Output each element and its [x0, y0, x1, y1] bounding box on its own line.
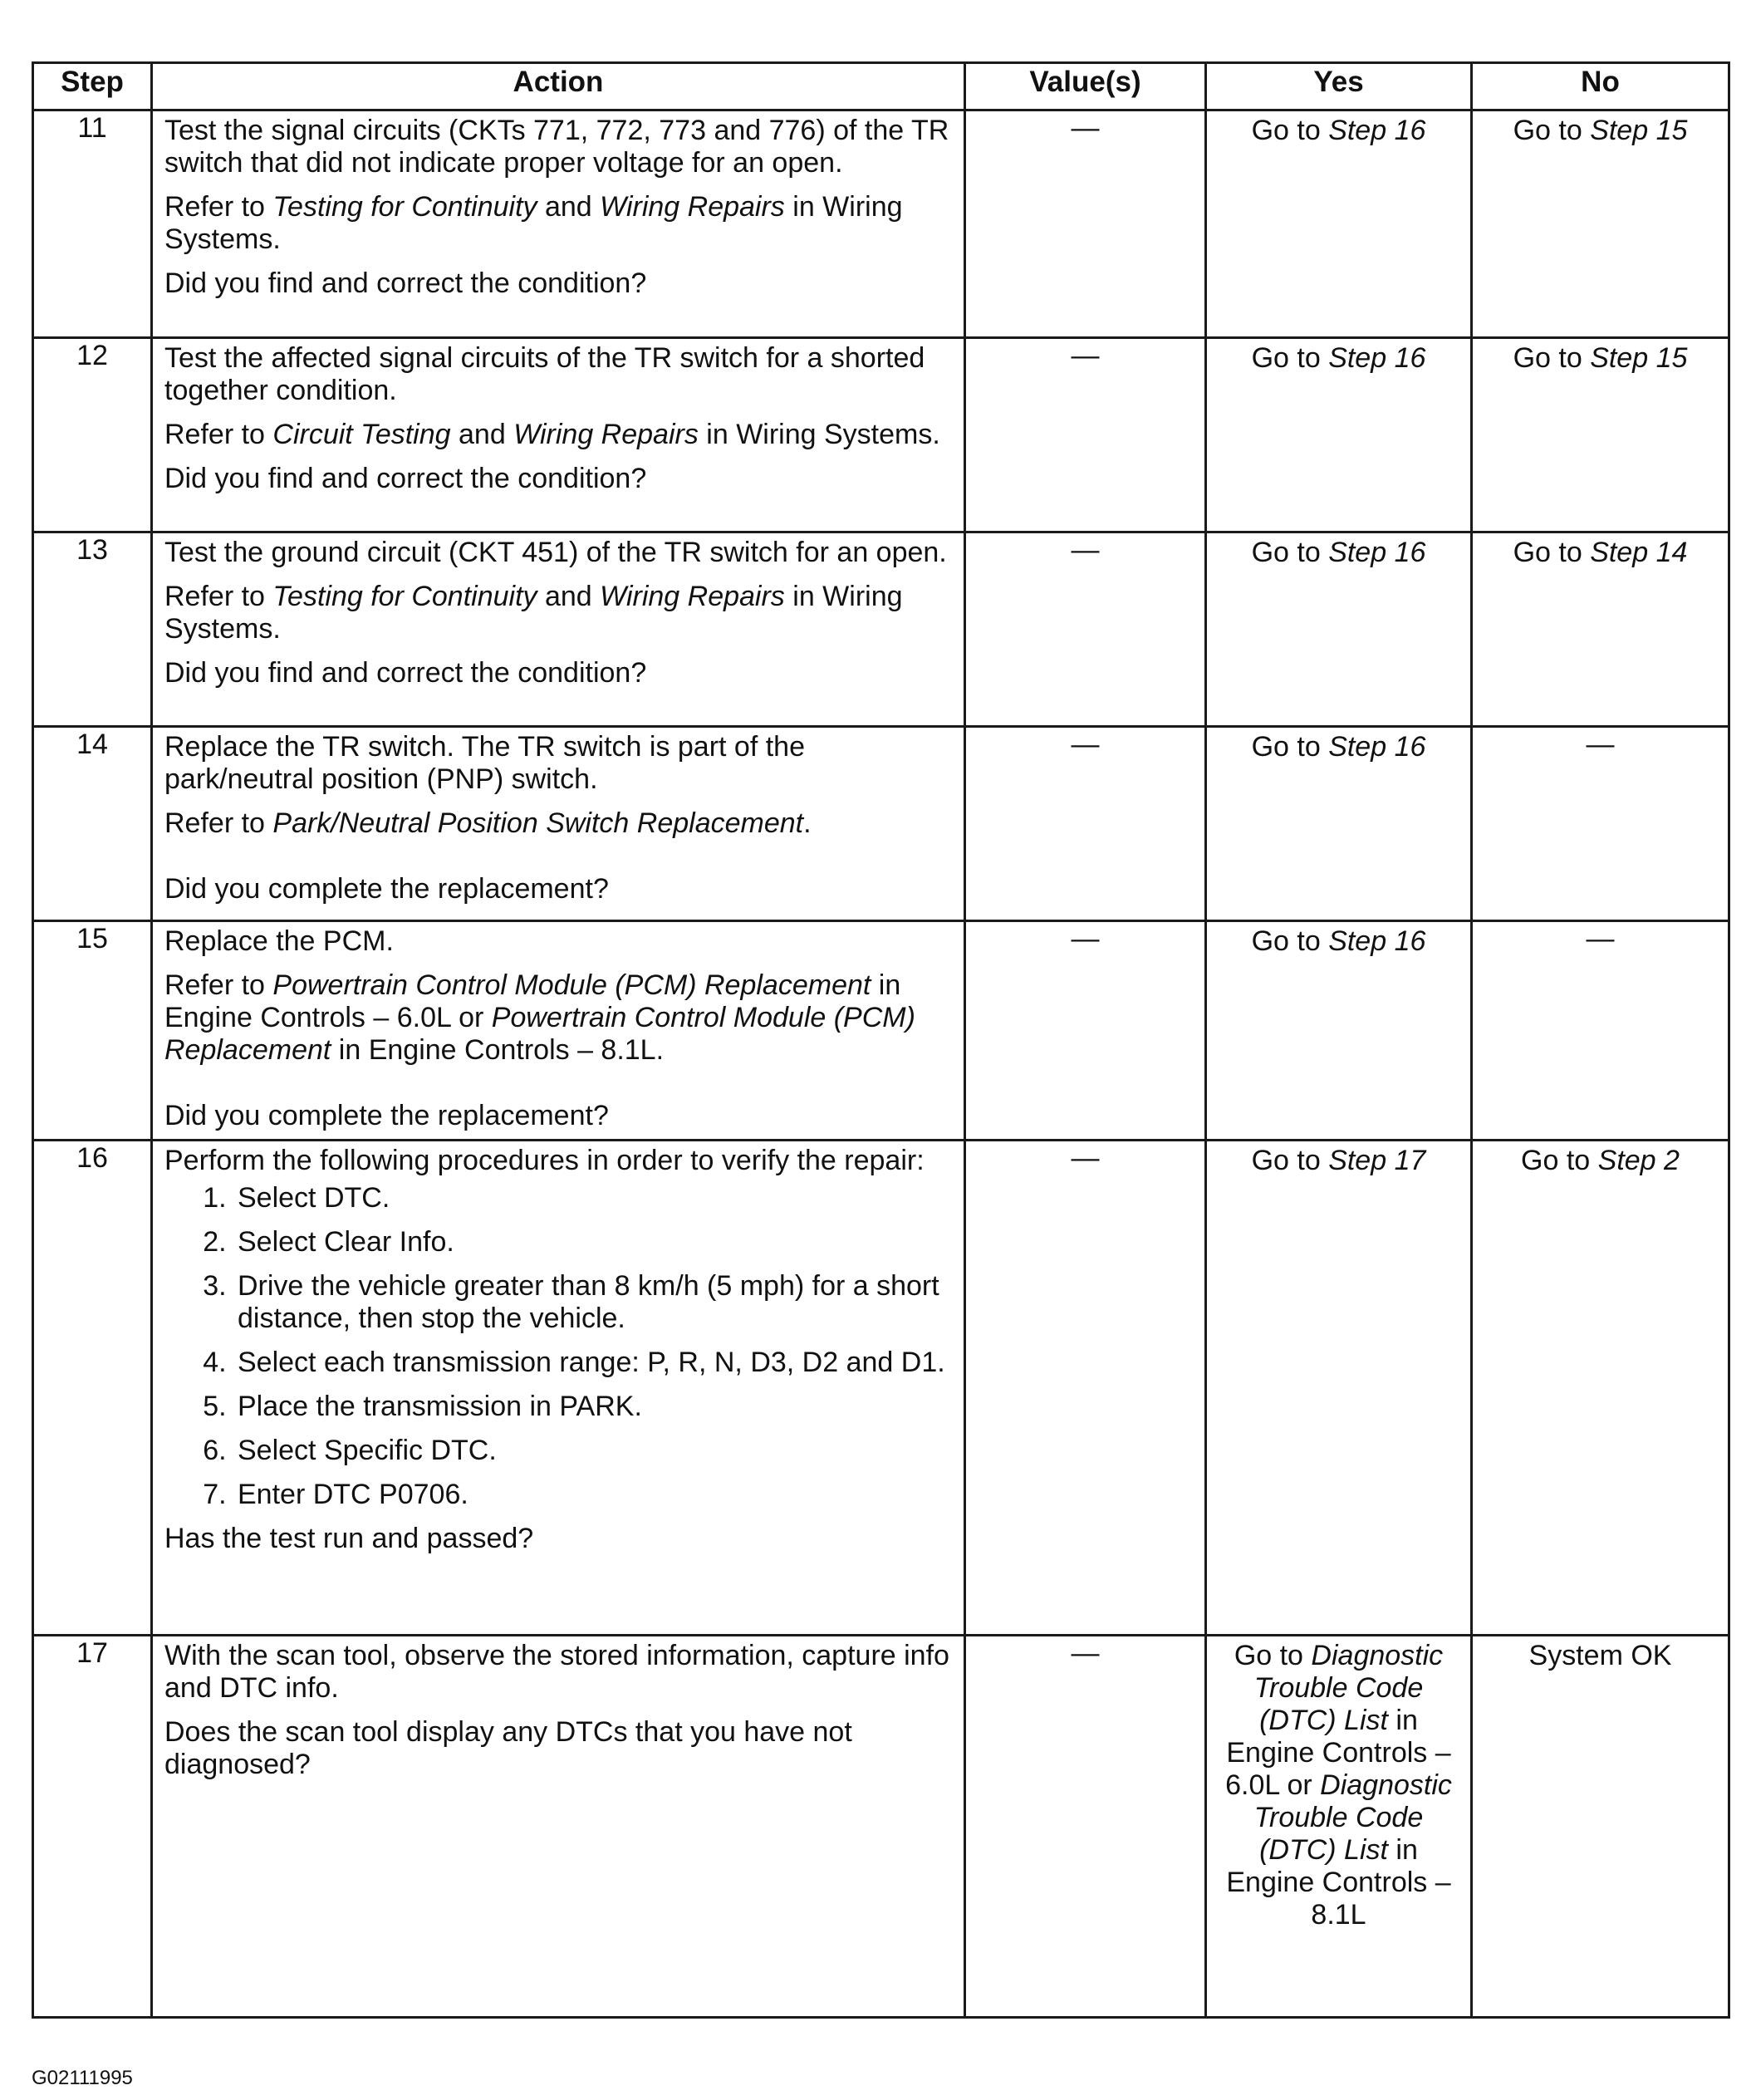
- no-cell: Go to Step 15: [1472, 338, 1729, 532]
- action-reference: Refer to Park/Neutral Position Switch Replacement.: [164, 807, 812, 839]
- procedure-item: 7. Enter DTC P0706.: [234, 1479, 957, 1511]
- value-cell: —: [965, 727, 1206, 921]
- diagnostic-page: [32, 61, 1728, 2019]
- figure-id: G02111995: [32, 2067, 133, 2089]
- value-cell: —: [965, 1636, 1206, 2018]
- yes-cell: Go to Step 16: [1206, 110, 1472, 338]
- action-reference: Refer to Circuit Testing and Wiring Repairs in Wiring Systems.: [164, 419, 940, 450]
- action-cell: [152, 338, 965, 532]
- table-row-step-11: [33, 110, 1729, 338]
- procedure-item: 3. Drive the vehicle greater than 8 km/h (5 mph) for a short distance, then stop the vehicle.: [234, 1270, 957, 1335]
- header-no: No: [1472, 63, 1729, 110]
- no-cell: Go to Step 14: [1472, 532, 1729, 727]
- action-reference: Refer to Testing for Continuity and Wiring Repairs in Wiring Systems.: [164, 581, 903, 645]
- action-reference: Refer to Testing for Continuity and Wiring Repairs in Wiring Systems.: [164, 191, 903, 255]
- procedure-item: 4. Select each transmission range: P, R, N, D3, D2 and D1.: [234, 1347, 957, 1379]
- procedure-item: 1. Select DTC.: [234, 1182, 957, 1214]
- table-row-step-16: [33, 1141, 1729, 1636]
- yes-cell: Go to Step 16: [1206, 727, 1472, 921]
- value-cell: —: [965, 532, 1206, 727]
- action-instruction: With the scan tool, observe the stored information, capture info and DTC info.: [164, 1640, 949, 1704]
- table-row-step-17: [33, 1636, 1729, 2018]
- action-cell: [152, 110, 965, 338]
- action-instruction: Test the ground circuit (CKT 451) of the TR switch for an open.: [164, 537, 947, 568]
- procedure-list: [164, 1182, 957, 1511]
- procedure-item: 2. Select Clear Info.: [234, 1226, 957, 1259]
- header-row: [33, 63, 1729, 110]
- action-cell: [152, 1636, 965, 2018]
- action-instruction: Replace the TR switch. The TR switch is part of the park/neutral position (PNP) switch.: [164, 731, 805, 795]
- action-intro: Perform the following procedures in order to verify the repair:: [164, 1145, 925, 1176]
- table-row-step-15: [33, 921, 1729, 1141]
- value-cell: —: [965, 110, 1206, 338]
- step-number: 16: [33, 1141, 152, 1636]
- action-instruction: Test the affected signal circuits of the TR switch for a shorted together condition.: [164, 342, 925, 406]
- step-number: 14: [33, 727, 152, 921]
- no-cell: System OK: [1472, 1636, 1729, 2018]
- no-cell: Go to Step 15: [1472, 110, 1729, 338]
- yes-cell: Go to Diagnostic Trouble Code (DTC) List in Engine Controls – 6.0L or Diagnostic Trouble Code (DTC) List in Engine Controls – 8.1L: [1206, 1636, 1472, 2018]
- yes-cell: Go to Step 16: [1206, 921, 1472, 1141]
- diagnostic-table: [32, 61, 1730, 2019]
- action-question: Does the scan tool display any DTCs that you have not diagnosed?: [164, 1716, 852, 1780]
- action-reference: Refer to Powertrain Control Module (PCM) Replacement in Engine Controls – 6.0L or Powertrain Control Module (PCM) Replacement in Engine Controls – 8.1L.: [164, 969, 915, 1066]
- value-cell: —: [965, 921, 1206, 1141]
- no-cell: —: [1472, 921, 1729, 1141]
- action-cell: [152, 921, 965, 1141]
- yes-cell: Go to Step 17: [1206, 1141, 1472, 1636]
- header-step: Step: [33, 63, 152, 110]
- header-action: Action: [152, 63, 965, 110]
- table-row-step-12: [33, 338, 1729, 532]
- table-row-step-13: [33, 532, 1729, 727]
- action-question: Has the test run and passed?: [164, 1523, 534, 1554]
- no-cell: Go to Step 2: [1472, 1141, 1729, 1636]
- action-question: Did you find and correct the condition?: [164, 267, 647, 299]
- action-instruction: Test the signal circuits (CKTs 771, 772, 773 and 776) of the TR switch that did not indicate proper voltage for an open.: [164, 115, 949, 179]
- procedure-item: 6. Select Specific DTC.: [234, 1435, 957, 1467]
- action-question: Did you find and correct the condition?: [164, 657, 647, 689]
- action-instruction: Replace the PCM.: [164, 925, 394, 957]
- table-row-step-14: [33, 727, 1729, 921]
- step-number: 12: [33, 338, 152, 532]
- action-cell: [152, 532, 965, 727]
- header-yes: Yes: [1206, 63, 1472, 110]
- step-number: 17: [33, 1636, 152, 2018]
- action-cell: [152, 1141, 965, 1636]
- step-number: 13: [33, 532, 152, 727]
- value-cell: —: [965, 338, 1206, 532]
- header-values: Value(s): [965, 63, 1206, 110]
- procedure-item: 5. Place the transmission in PARK.: [234, 1391, 957, 1423]
- action-question: Did you complete the replacement?: [164, 1100, 609, 1131]
- yes-cell: Go to Step 16: [1206, 532, 1472, 727]
- no-cell: —: [1472, 727, 1729, 921]
- step-number: 11: [33, 110, 152, 338]
- step-number: 15: [33, 921, 152, 1141]
- action-question: Did you complete the replacement?: [164, 873, 609, 905]
- action-cell: [152, 727, 965, 921]
- value-cell: —: [965, 1141, 1206, 1636]
- yes-cell: Go to Step 16: [1206, 338, 1472, 532]
- action-question: Did you find and correct the condition?: [164, 463, 647, 494]
